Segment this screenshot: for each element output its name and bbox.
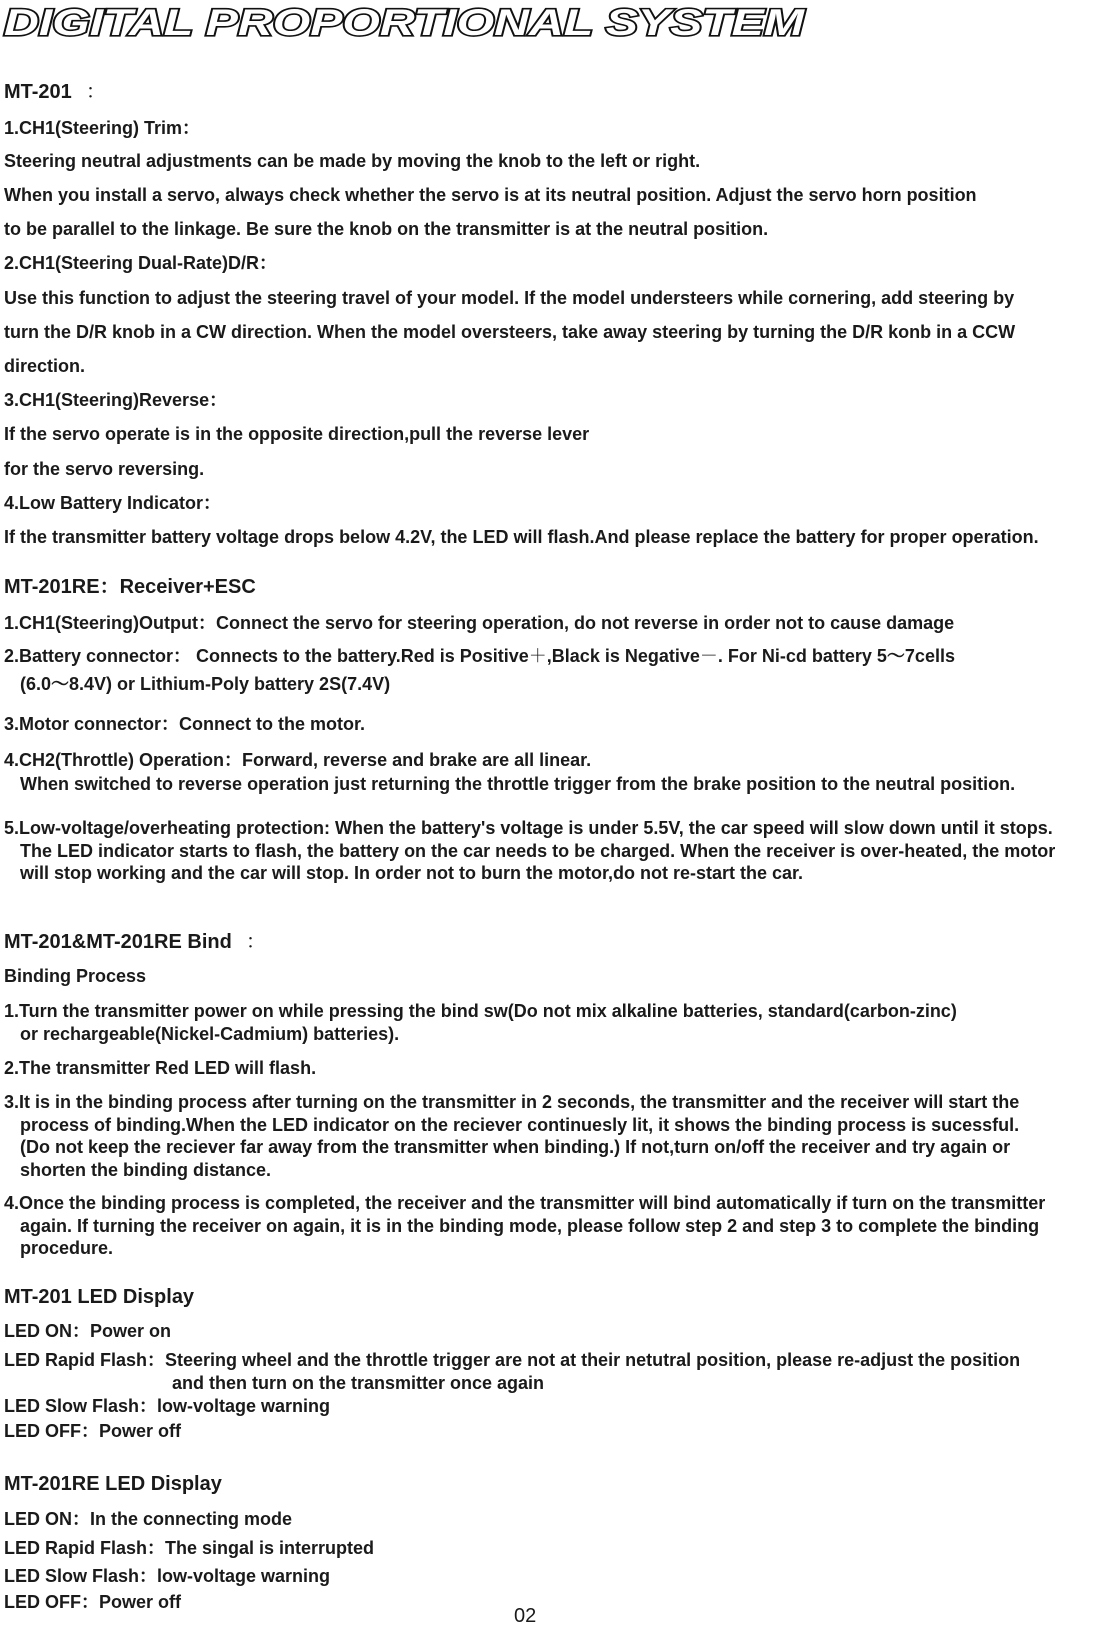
text-line: The LED indicator starts to flash, the battery on the car needs to be charged. When the receiver is over-heated, the motor	[20, 841, 1056, 861]
text-line: When switched to reverse operation just returning the throttle trigger from the brake position to the neutral position.	[20, 774, 1016, 794]
text-line: 1.CH1(Steering) Trim：	[4, 118, 201, 138]
banner	[0, 0, 810, 44]
section-heading-mt201: MT-201 ：	[4, 81, 106, 103]
text-line: process of binding.When the LED indicator on the reciever continuesly lit, it shows the binding process is sucessful.	[20, 1115, 1020, 1135]
text-line: 3.CH1(Steering)Reverse：	[4, 390, 228, 410]
text-line: 2.The transmitter Red LED will flash.	[4, 1058, 317, 1078]
text-line: Steering neutral adjustments can be made by moving the knob to the left or right.	[4, 151, 701, 171]
section-heading-mt201-led: MT-201 LED Display	[4, 1286, 195, 1308]
text-line: 5.Low-voltage/overheating protection: When the battery's voltage is under 5.5V, the car speed will slow down until it stops.	[4, 818, 1053, 838]
text-line: Binding Process	[4, 966, 147, 986]
text-line: to be parallel to the linkage. Be sure the knob on the transmitter is at the neutral position.	[4, 219, 769, 239]
text-line: LED OFF：Power off	[4, 1421, 181, 1441]
text-line: (Do not keep the reciever far away from the transmitter when binding.) If not,turn on/off the receiver and try again or	[20, 1137, 1011, 1157]
text-line: 4.Low Battery Indicator：	[4, 493, 222, 513]
text-line: If the transmitter battery voltage drops below 4.2V, the LED will flash.And please replace the battery for proper operation.	[4, 527, 1039, 547]
text-line: turn the D/R knob in a CW direction. When the model oversteers, take away steering by turning the D/R konb in a CCW	[4, 322, 1016, 342]
text-line: Use this function to adjust the steering travel of your model. If the model understeers while cornering, add steering by	[4, 288, 1015, 308]
text-line: 4.Once the binding process is completed, the receiver and the transmitter will bind automatically if turn on the transmitter	[4, 1193, 1046, 1213]
text-line: LED Rapid Flash：The singal is interrupted	[4, 1538, 375, 1558]
text-line: for the servo reversing.	[4, 459, 205, 479]
text-line: LED Rapid Flash：Steering wheel and the throttle trigger are not at their netutral position, please re-adjust the position	[4, 1350, 1021, 1370]
text-line: or rechargeable(Nickel-Cadmium) batteries).	[20, 1024, 400, 1044]
section-heading-mt201re: MT-201RE：Receiver+ESC	[4, 576, 256, 598]
text-line: When you install a servo, always check whether the servo is at its neutral position. Adjust the servo horn position	[4, 185, 977, 205]
text-line: 2.CH1(Steering Dual-Rate)D/R：	[4, 253, 278, 273]
text-line: shorten the binding distance.	[20, 1160, 272, 1180]
text-line: LED ON：In the connecting mode	[4, 1509, 293, 1529]
text-line: procedure.	[20, 1238, 114, 1258]
text-line: LED OFF：Power off	[4, 1592, 181, 1612]
text-line: 3.Motor connector：Connect to the motor.	[4, 714, 366, 734]
text-line: LED Slow Flash：low-voltage warning	[4, 1566, 331, 1586]
text-line: LED Slow Flash：low-voltage warning	[4, 1396, 331, 1416]
text-line: LED ON：Power on	[4, 1321, 172, 1341]
plus-sign: ＋	[528, 646, 547, 666]
text-line: 2.Battery connector： Connects to the battery.Red is Positive＋,Black is Negative－. For Ni-cd battery 5～7cells	[4, 646, 955, 666]
minus-sign: －	[699, 646, 718, 666]
text-line: 1.CH1(Steering)Output：Connect the servo for steering operation, do not reverse in order not to cause damage	[4, 613, 955, 633]
text-line: and then turn on the transmitter once again	[172, 1373, 545, 1393]
text-line: 4.CH2(Throttle) Operation：Forward, reverse and brake are all linear.	[4, 750, 592, 770]
text-line: If the servo operate is in the opposite direction,pull the reverse lever	[4, 424, 590, 444]
text-line: direction.	[4, 356, 86, 376]
section-heading-bind: MT-201&MT-201RE Bind ：	[4, 931, 266, 953]
page-number: 02	[514, 1605, 537, 1627]
section-heading-mt201re-led: MT-201RE LED Display	[4, 1473, 222, 1495]
text-line: 3.It is in the binding process after turning on the transmitter in 2 seconds, the transmitter and the receiver will start the	[4, 1092, 1020, 1112]
text-line: again. If turning the receiver on again, it is in the binding mode, please follow step 2 and step 3 to complete the binding	[20, 1216, 1040, 1236]
banner-title: DIGITAL PROPORTIONAL SYSTEM	[4, 2, 806, 43]
text-line: will stop working and the car will stop. In order not to burn the motor,do not re-start the car.	[20, 863, 804, 883]
banner-graphic	[0, 0, 810, 44]
text-line: 1.Turn the transmitter power on while pressing the bind sw(Do not mix alkaline batteries, standard(carbon-zinc)	[4, 1001, 957, 1021]
text-line: (6.0～8.4V) or Lithium-Poly battery 2S(7.4V)	[20, 674, 391, 694]
